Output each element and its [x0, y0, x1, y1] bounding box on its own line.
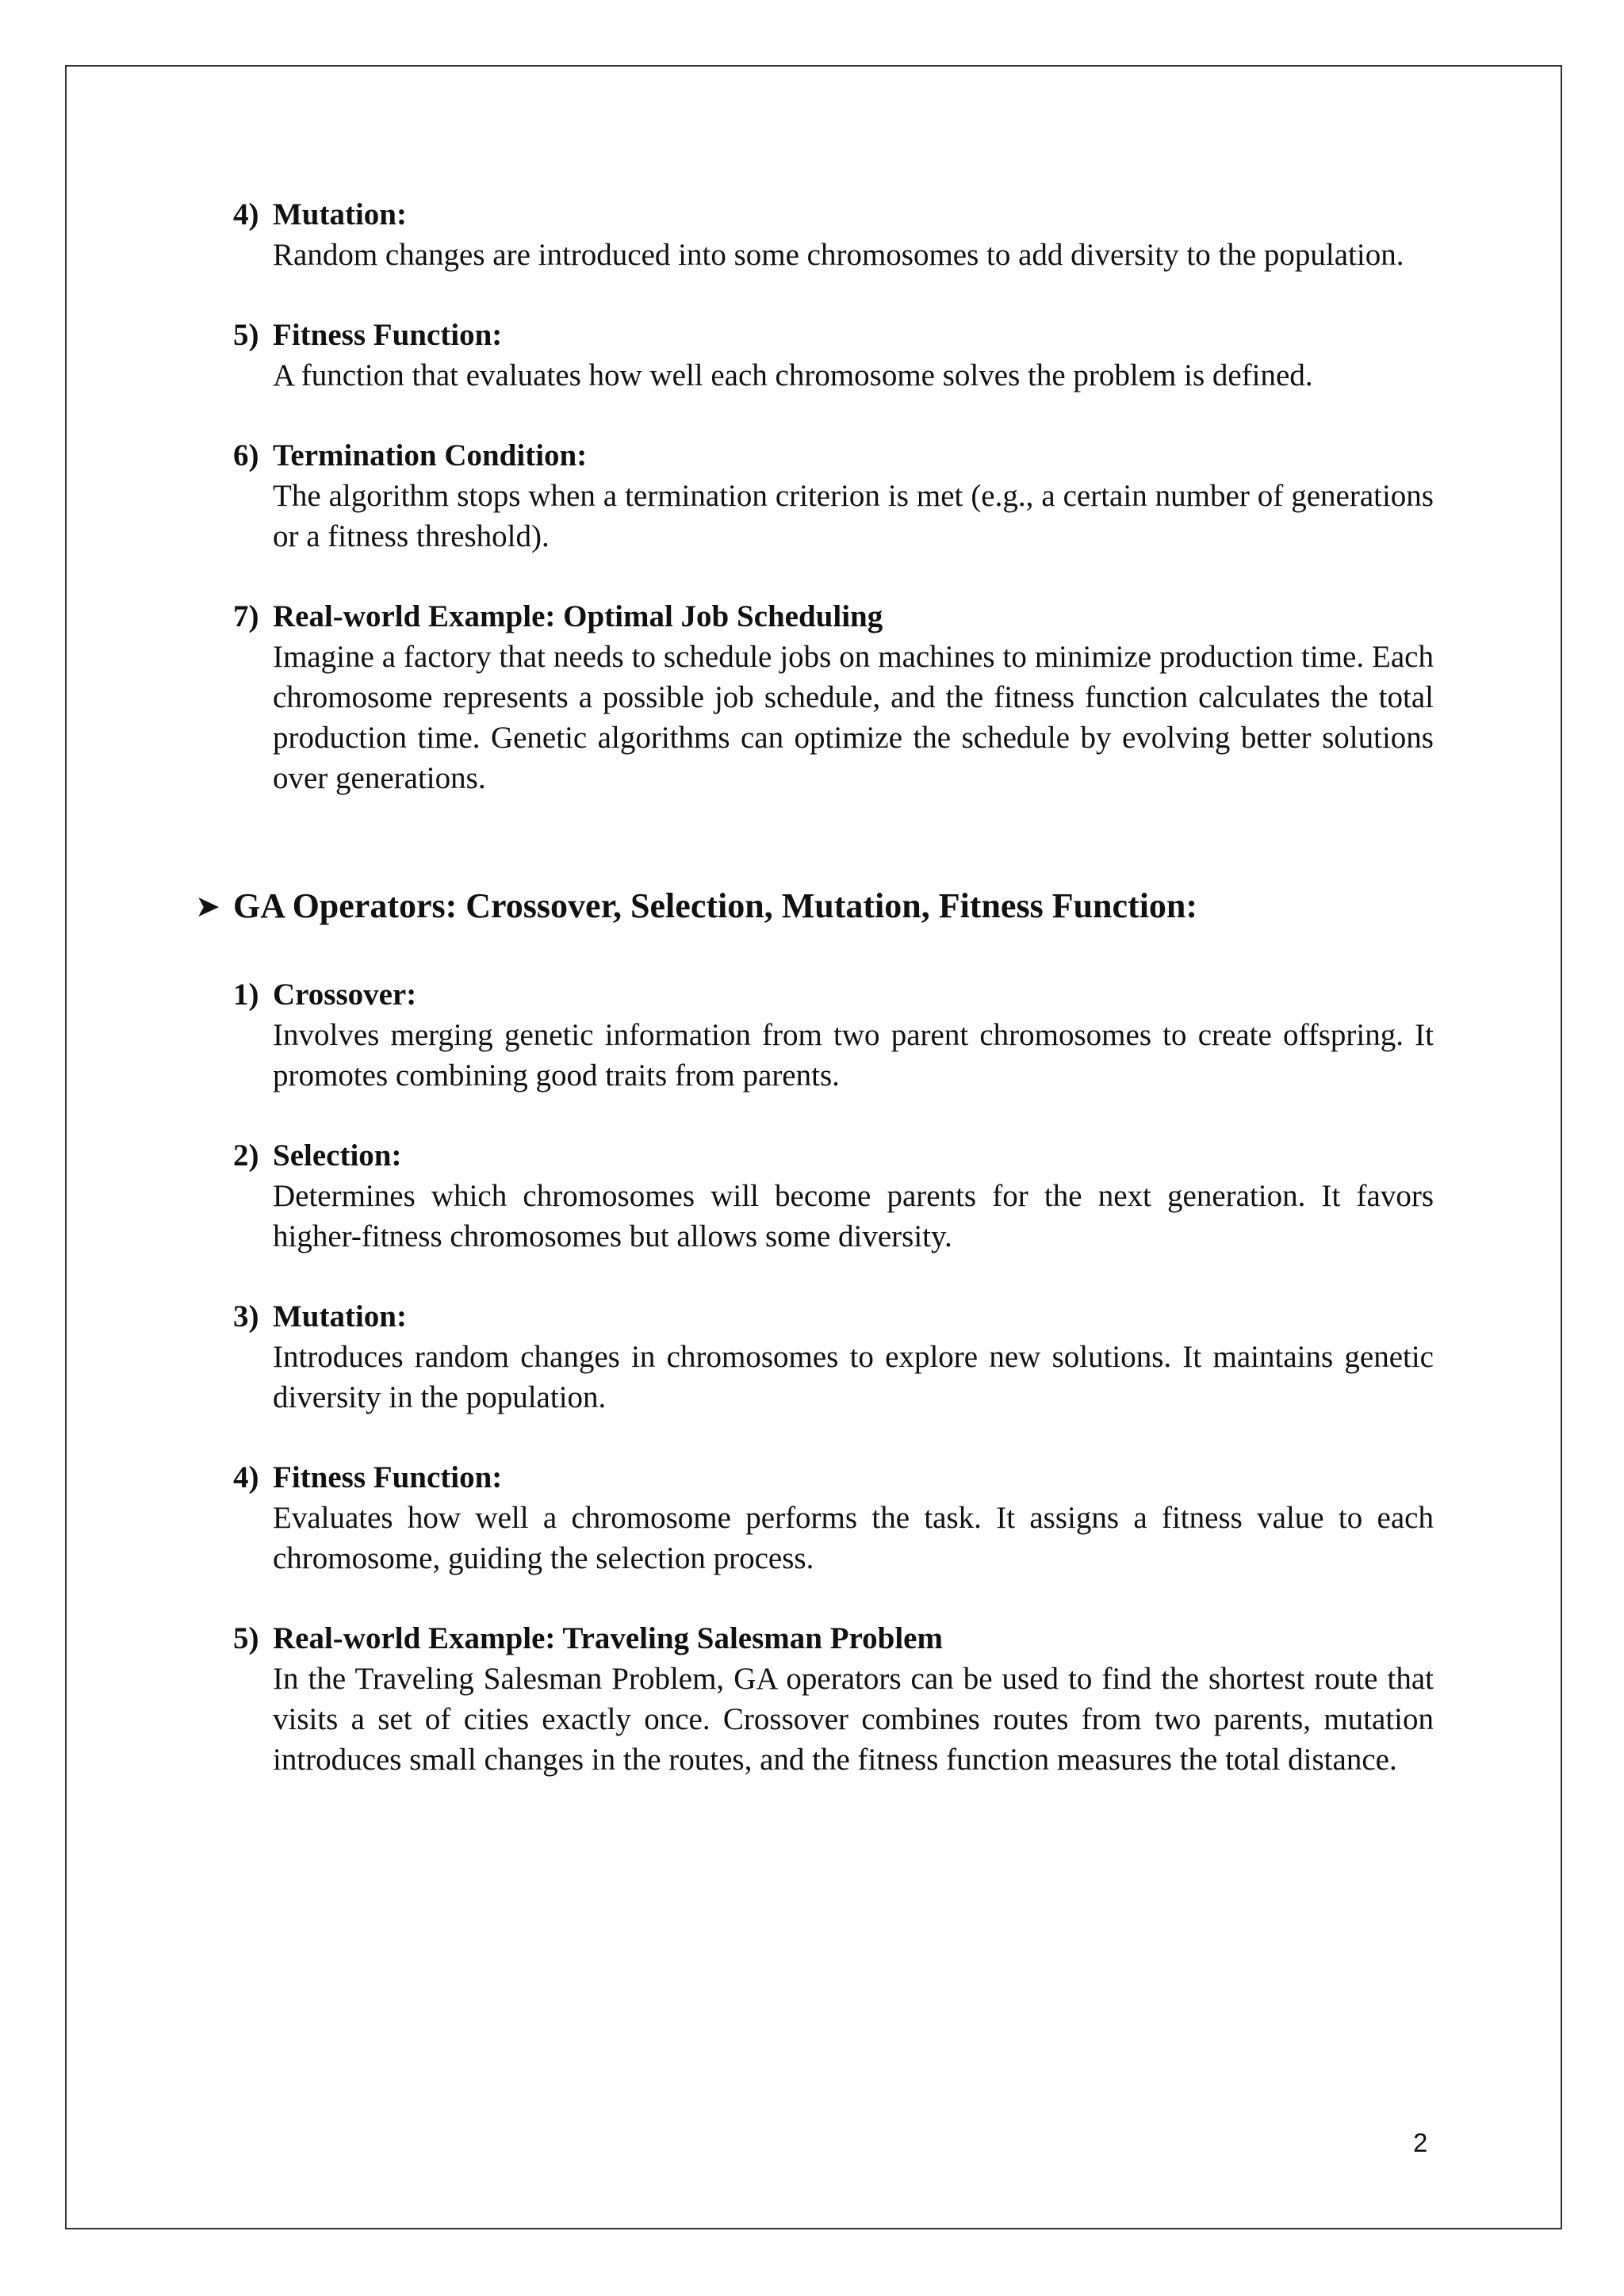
- item-title: Termination Condition:: [273, 438, 588, 473]
- document-content: [195, 194, 1434, 1820]
- list-item: [233, 1457, 1434, 1578]
- item-body: Introduces random changes in chromosomes to explore new solutions. It maintains genetic diversity in the population.: [273, 1340, 1434, 1414]
- item-title: Mutation:: [273, 197, 407, 232]
- list-item: [233, 315, 1434, 396]
- item-title: Real-world Example: Traveling Salesman Problem: [273, 1621, 943, 1655]
- item-body: The algorithm stops when a termination criterion is met (e.g., a certain number of generations or a fitness threshold).: [273, 479, 1434, 553]
- item-body: Imagine a factory that needs to schedule jobs on machines to minimize production time. Each chromosome represents a possible job schedule, and the fitness function calculates the total production time. Genetic algorithms can optimize the schedule by evolving better solutions over generations.: [273, 640, 1434, 795]
- item-number: 7): [233, 599, 259, 633]
- section-heading: [195, 884, 1434, 928]
- item-title: Crossover:: [273, 978, 417, 1012]
- item-body: A function that evaluates how well each chromosome solves the problem is defined.: [273, 358, 1313, 392]
- item-number: 4): [233, 1460, 259, 1494]
- list-item: [233, 596, 1434, 798]
- item-number: 3): [233, 1299, 259, 1334]
- item-body: Evaluates how well a chromosome performs the task. It assigns a fitness value to each chromosome, guiding the selection process.: [273, 1501, 1434, 1575]
- item-title: Fitness Function:: [273, 1460, 503, 1494]
- item-number: 5): [233, 318, 259, 352]
- item-title: Fitness Function:: [273, 318, 503, 352]
- item-number: 5): [233, 1621, 259, 1655]
- item-body: In the Traveling Salesman Problem, GA operators can be used to find the shortest route that visits a set of cities exactly once. Crossover combines routes from two parents, mutation introduces small changes in the routes, and the fitness function measures the total distance.: [273, 1662, 1434, 1777]
- item-number: 6): [233, 438, 259, 473]
- arrowhead-bullet-icon: ➤: [195, 889, 220, 924]
- list-item: [233, 435, 1434, 557]
- item-body: Involves merging genetic information from two parent chromosomes to create offspring. It promotes combining good traits from parents.: [273, 1018, 1434, 1093]
- item-body: Determines which chromosomes will become parents for the next generation. It favors higher-fitness chromosomes but allows some diversity.: [273, 1179, 1434, 1253]
- list-item: [233, 974, 1434, 1096]
- list-item: [233, 194, 1434, 275]
- page-number: 2: [1413, 2128, 1428, 2157]
- list-item: [233, 1618, 1434, 1780]
- item-number: 2): [233, 1138, 259, 1173]
- list-item: [233, 1296, 1434, 1418]
- list-item: [233, 1135, 1434, 1257]
- item-body: Random changes are introduced into some chromosomes to add diversity to the population.: [273, 238, 1404, 272]
- item-number: 1): [233, 978, 259, 1012]
- section-heading-text: GA Operators: Crossover, Selection, Mutation, Fitness Function:: [233, 886, 1198, 925]
- item-title: Real-world Example: Optimal Job Scheduling: [273, 599, 883, 633]
- item-title: Mutation:: [273, 1299, 407, 1334]
- item-number: 4): [233, 197, 259, 232]
- item-title: Selection:: [273, 1138, 402, 1173]
